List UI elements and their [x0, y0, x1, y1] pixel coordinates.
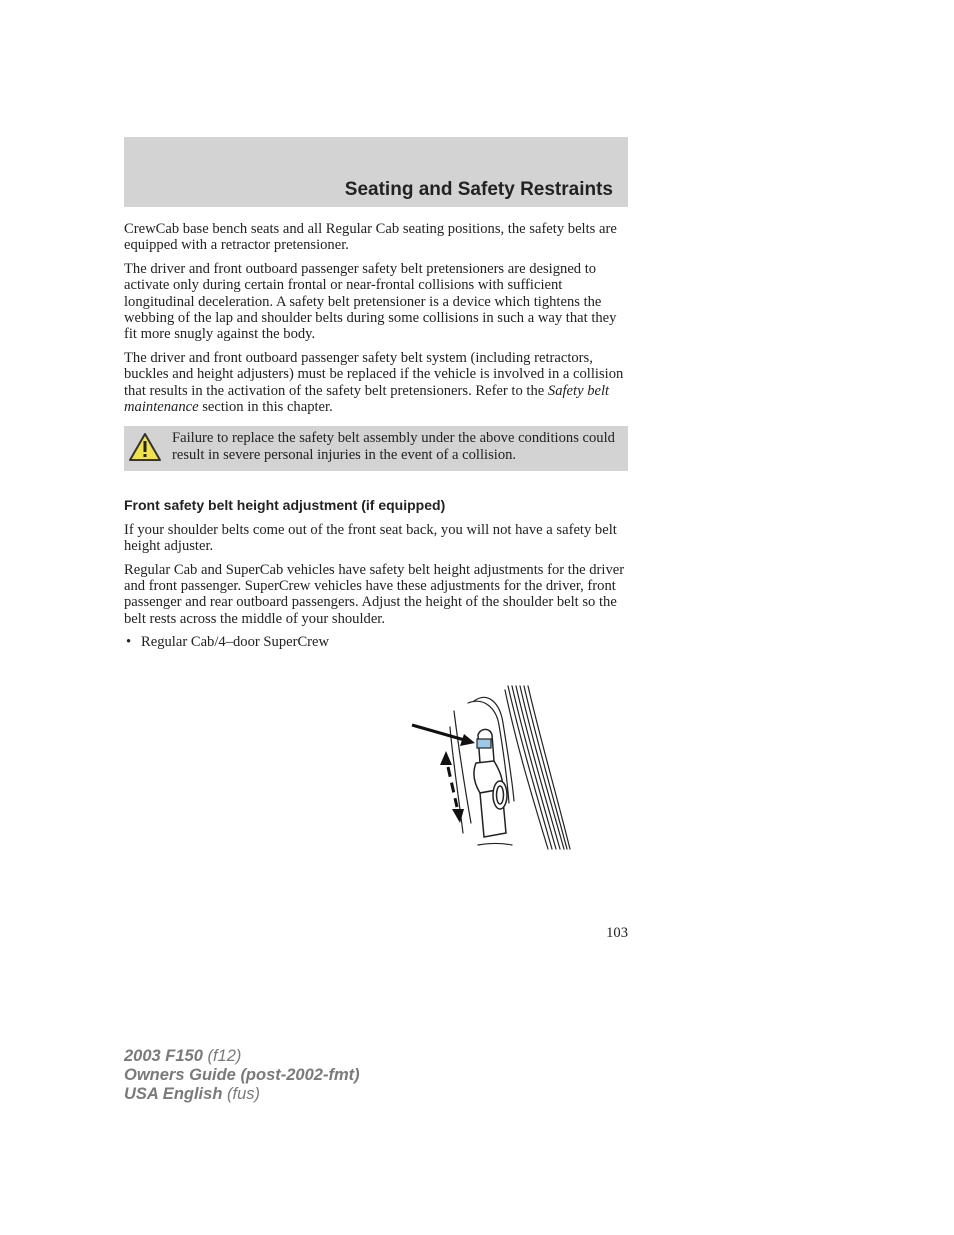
vehicle-bullet-list — [124, 634, 628, 650]
paragraph-no-adjuster: If your shoulder belts come out of the front seat back, you will not have a safety belt height adjuster. — [124, 521, 617, 555]
section-header-band — [124, 137, 628, 207]
paragraph-adjustment-instructions: Regular Cab and SuperCab vehicles have safety belt height adjustments for the driver and front passenger. SuperCrew vehicles have these adjustments for the driver, front passenger and rear outboard passengers. Adjust the height of the shoulder belt so the belt rests across the middle of your shoulder. — [124, 561, 625, 627]
section-title: Seating and Safety Restraints — [344, 179, 613, 200]
seatbelt-height-adjuster-illustration — [408, 683, 574, 851]
paragraph-pretensioner-activation: The driver and front outboard passenger safety belt pretensioners are designed to activate only during certain frontal or near-frontal collisions with sufficient longitudinal deceleration. A safety belt pretensioner is a device which tightens the webbing of the lap and shoulder belts during some collisions in such a way that they fit more snugly against the body. — [124, 260, 617, 343]
paragraph-replacement-start: The driver and front outboard passenger safety belt system (including retractors, buckles and height adjusters) must be replaced if the vehicle is involved in a collision that results in the activation of the safety belt pretensioners. Refer to the — [124, 349, 624, 399]
bullet-item-regular-cab: • Regular Cab/4–door SuperCrew — [124, 634, 628, 650]
height-adjustment-heading: Front safety belt height adjustment (if equipped) — [124, 497, 446, 514]
warning-text: Failure to replace the safety belt assembly under the above conditions could result in severe personal injuries in the event of a collision. — [172, 430, 615, 463]
footer-line-1: 2003 F150 (f12) — [124, 1047, 242, 1065]
footer-line-2: Owners Guide (post-2002-fmt) — [124, 1066, 360, 1084]
safety-belt-maintenance-reference: Safety belt maintenance — [124, 382, 610, 416]
warning-triangle-icon — [128, 432, 162, 462]
warning-box — [124, 426, 628, 471]
document-footer — [124, 1047, 360, 1104]
paragraph-pretensioner-intro: CrewCab base bench seats and all Regular Cab seating positions, the safety belts are equipped with a retractor pretensioner. — [124, 221, 617, 254]
paragraph-replacement-end: section in this chapter. — [198, 399, 333, 416]
footer-line-3: USA English (fus) — [124, 1085, 260, 1103]
up-down-adjust-arrow — [440, 751, 464, 823]
page-content — [124, 221, 628, 651]
paragraph-replacement — [124, 350, 628, 416]
page-number: 103 — [606, 925, 628, 941]
